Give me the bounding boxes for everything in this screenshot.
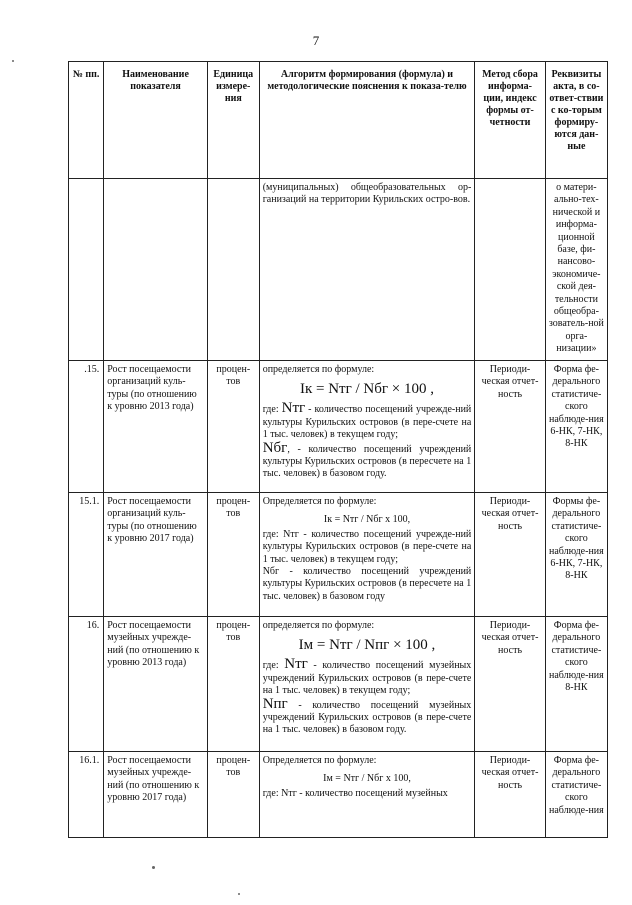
row16-1-formula: Iм = Nтг / Nбг х 100, (323, 773, 411, 785)
row15-def1 (263, 402, 472, 441)
row16-1-def1: где: Nтг - количество посещений музейных (262, 787, 448, 799)
row15-1-intro: Определяется по формуле: (262, 496, 377, 507)
row15-num: .15. (69, 361, 104, 493)
scan-speck (12, 60, 14, 62)
row15-1-requisites: Формы фе-дерального статистиче-ского наблюде-ния 6-НК, 7-НК, 8-НК (545, 493, 607, 617)
row15-def2 (262, 439, 472, 481)
row15-requisites: Форма фе-дерального статистиче-ского наблюде-ния 6-НК, 7-НК, 8-НК (545, 361, 607, 493)
row15-intro: определяется по формуле: (262, 364, 375, 375)
header-row (69, 62, 608, 179)
table-row (69, 361, 608, 493)
row16-method: Периоди-ческая отчет-ность (475, 617, 545, 752)
row16-requisites: Форма фе-дерального статистиче-ского наблюде-ния 8-НК (545, 617, 607, 752)
row16-def1-pre: где: (262, 660, 279, 672)
row16-intro: определяется по формуле: (262, 620, 375, 631)
row15-1-num: 15.1. (69, 493, 104, 617)
row16-unit: процен-тов (207, 617, 259, 752)
table-row (69, 493, 608, 617)
row15-name: Рост посещаемости организаций куль-туры (по отношению к уровню 2013 года) (104, 361, 208, 493)
row16-algorithm (259, 617, 475, 752)
header-algorithm: Алгоритм формирования (формула) и методологические пояснения к показа-телю (259, 62, 475, 179)
row15-method: Периоди-ческая отчет-ность (475, 361, 545, 493)
header-name: Наименование показателя (104, 62, 208, 179)
row16-1-requisites: Форма фе-дерального статистиче-ского наблюде-ния (545, 752, 607, 838)
row15-formula: Iк = Nтг / Nбг × 100 , (299, 381, 434, 398)
header-unit: Единица измере-ния (207, 62, 259, 179)
cont-unit (207, 179, 259, 361)
table-row (69, 179, 608, 361)
row16-def2-text: - количество посещений музейных учреждений Курильских островов (в пере-счете на 1 тыс. человек) в базовом году. (262, 699, 472, 736)
table-row (69, 617, 608, 752)
row16-def1-symbol: Nтг (284, 656, 308, 673)
row15-def2-symbol: Nбг (262, 439, 288, 456)
row16-1-name: Рост посещаемости музейных учрежде-ний (по отношению к уровню 2017 года) (104, 752, 208, 838)
row16-formula: Iм = Nтг / Nпг × 100 , (298, 637, 436, 654)
row15-def1-symbol: Nтг (281, 400, 306, 417)
row15-1-algorithm (259, 493, 475, 617)
row15-def1-pre: где: (262, 404, 279, 416)
row16-num: 16. (69, 617, 104, 752)
row15-1-unit: процен-тов (207, 493, 259, 617)
row15-1-name: Рост посещаемости организаций куль-туры (по отношению к уровню 2017 года) (104, 493, 208, 617)
header-requisites: Реквизиты акта, в со-ответ-ствии с ко-торым формиру-ются дан-ные (545, 62, 607, 179)
row15-1-def2: Nбг - количество посещений учреждений культуры Курильских островов (в пересчете на 1 тыс. человек) в базовом году (262, 566, 472, 602)
row15-1-formula: Iк = Nтг / Nбг х 100, (323, 514, 411, 526)
table-row (69, 752, 608, 838)
row15-1-def1: где: Nтг - количество посещений учрежде-ний культуры Курильских островов (в пере-счете на 1 тыс. человек) в текущем году; (262, 528, 472, 565)
header-method: Метод сбора информа-ции, индекс формы от-четности (475, 62, 545, 179)
row16-def1-text: - количество посещений музейных учреждений Курильских островов (в пере-счете на 1 тыс. человек) в текущем году; (262, 660, 472, 697)
scan-speck (238, 893, 240, 895)
cont-method (475, 179, 545, 361)
row15-def1-text: - количество посещений учрежде-ний культуры Курильских островов (в пере-счете на 1 тыс. человек) в текущем году; (262, 404, 472, 441)
row15-algorithm (259, 361, 475, 493)
row15-unit: процен-тов (207, 361, 259, 493)
indicators-table (68, 61, 608, 838)
row16-1-intro: Определяется по формуле: (262, 755, 377, 766)
row16-1-num: 16.1. (69, 752, 104, 838)
page-number: 7 (312, 33, 320, 48)
scan-speck (152, 866, 155, 869)
row16-def1 (263, 658, 472, 697)
row16-1-method: Периоди-ческая отчет-ность (475, 752, 545, 838)
cont-requisites: о матери-ально-тех-нической и информа-ционной базе, фи-нансово-экономиче-ской дея-тельности общеобра-зователь-ной орга-низации» (545, 179, 607, 361)
header-num: № пп. (69, 62, 104, 179)
cont-algorithm: (муниципальных) общеобразовательных ор-ганизаций на территории Курильских остро-вов. (259, 179, 475, 361)
row16-def2 (262, 695, 472, 737)
row16-1-unit: процен-тов (207, 752, 259, 838)
cont-num (69, 179, 104, 361)
row16-def2-symbol: Nпг (262, 695, 288, 712)
cont-name (104, 179, 208, 361)
row15-1-method: Периоди-ческая отчет-ность (475, 493, 545, 617)
row16-name: Рост посещаемости музейных учрежде-ний (по отношению к уровню 2013 года) (104, 617, 208, 752)
row15-def2-text: , - количество посещений учреждений культуры Курильских островов (в пересчете на 1 тыс. человек) в базовом году. (262, 443, 472, 480)
row16-1-algorithm (259, 752, 475, 838)
